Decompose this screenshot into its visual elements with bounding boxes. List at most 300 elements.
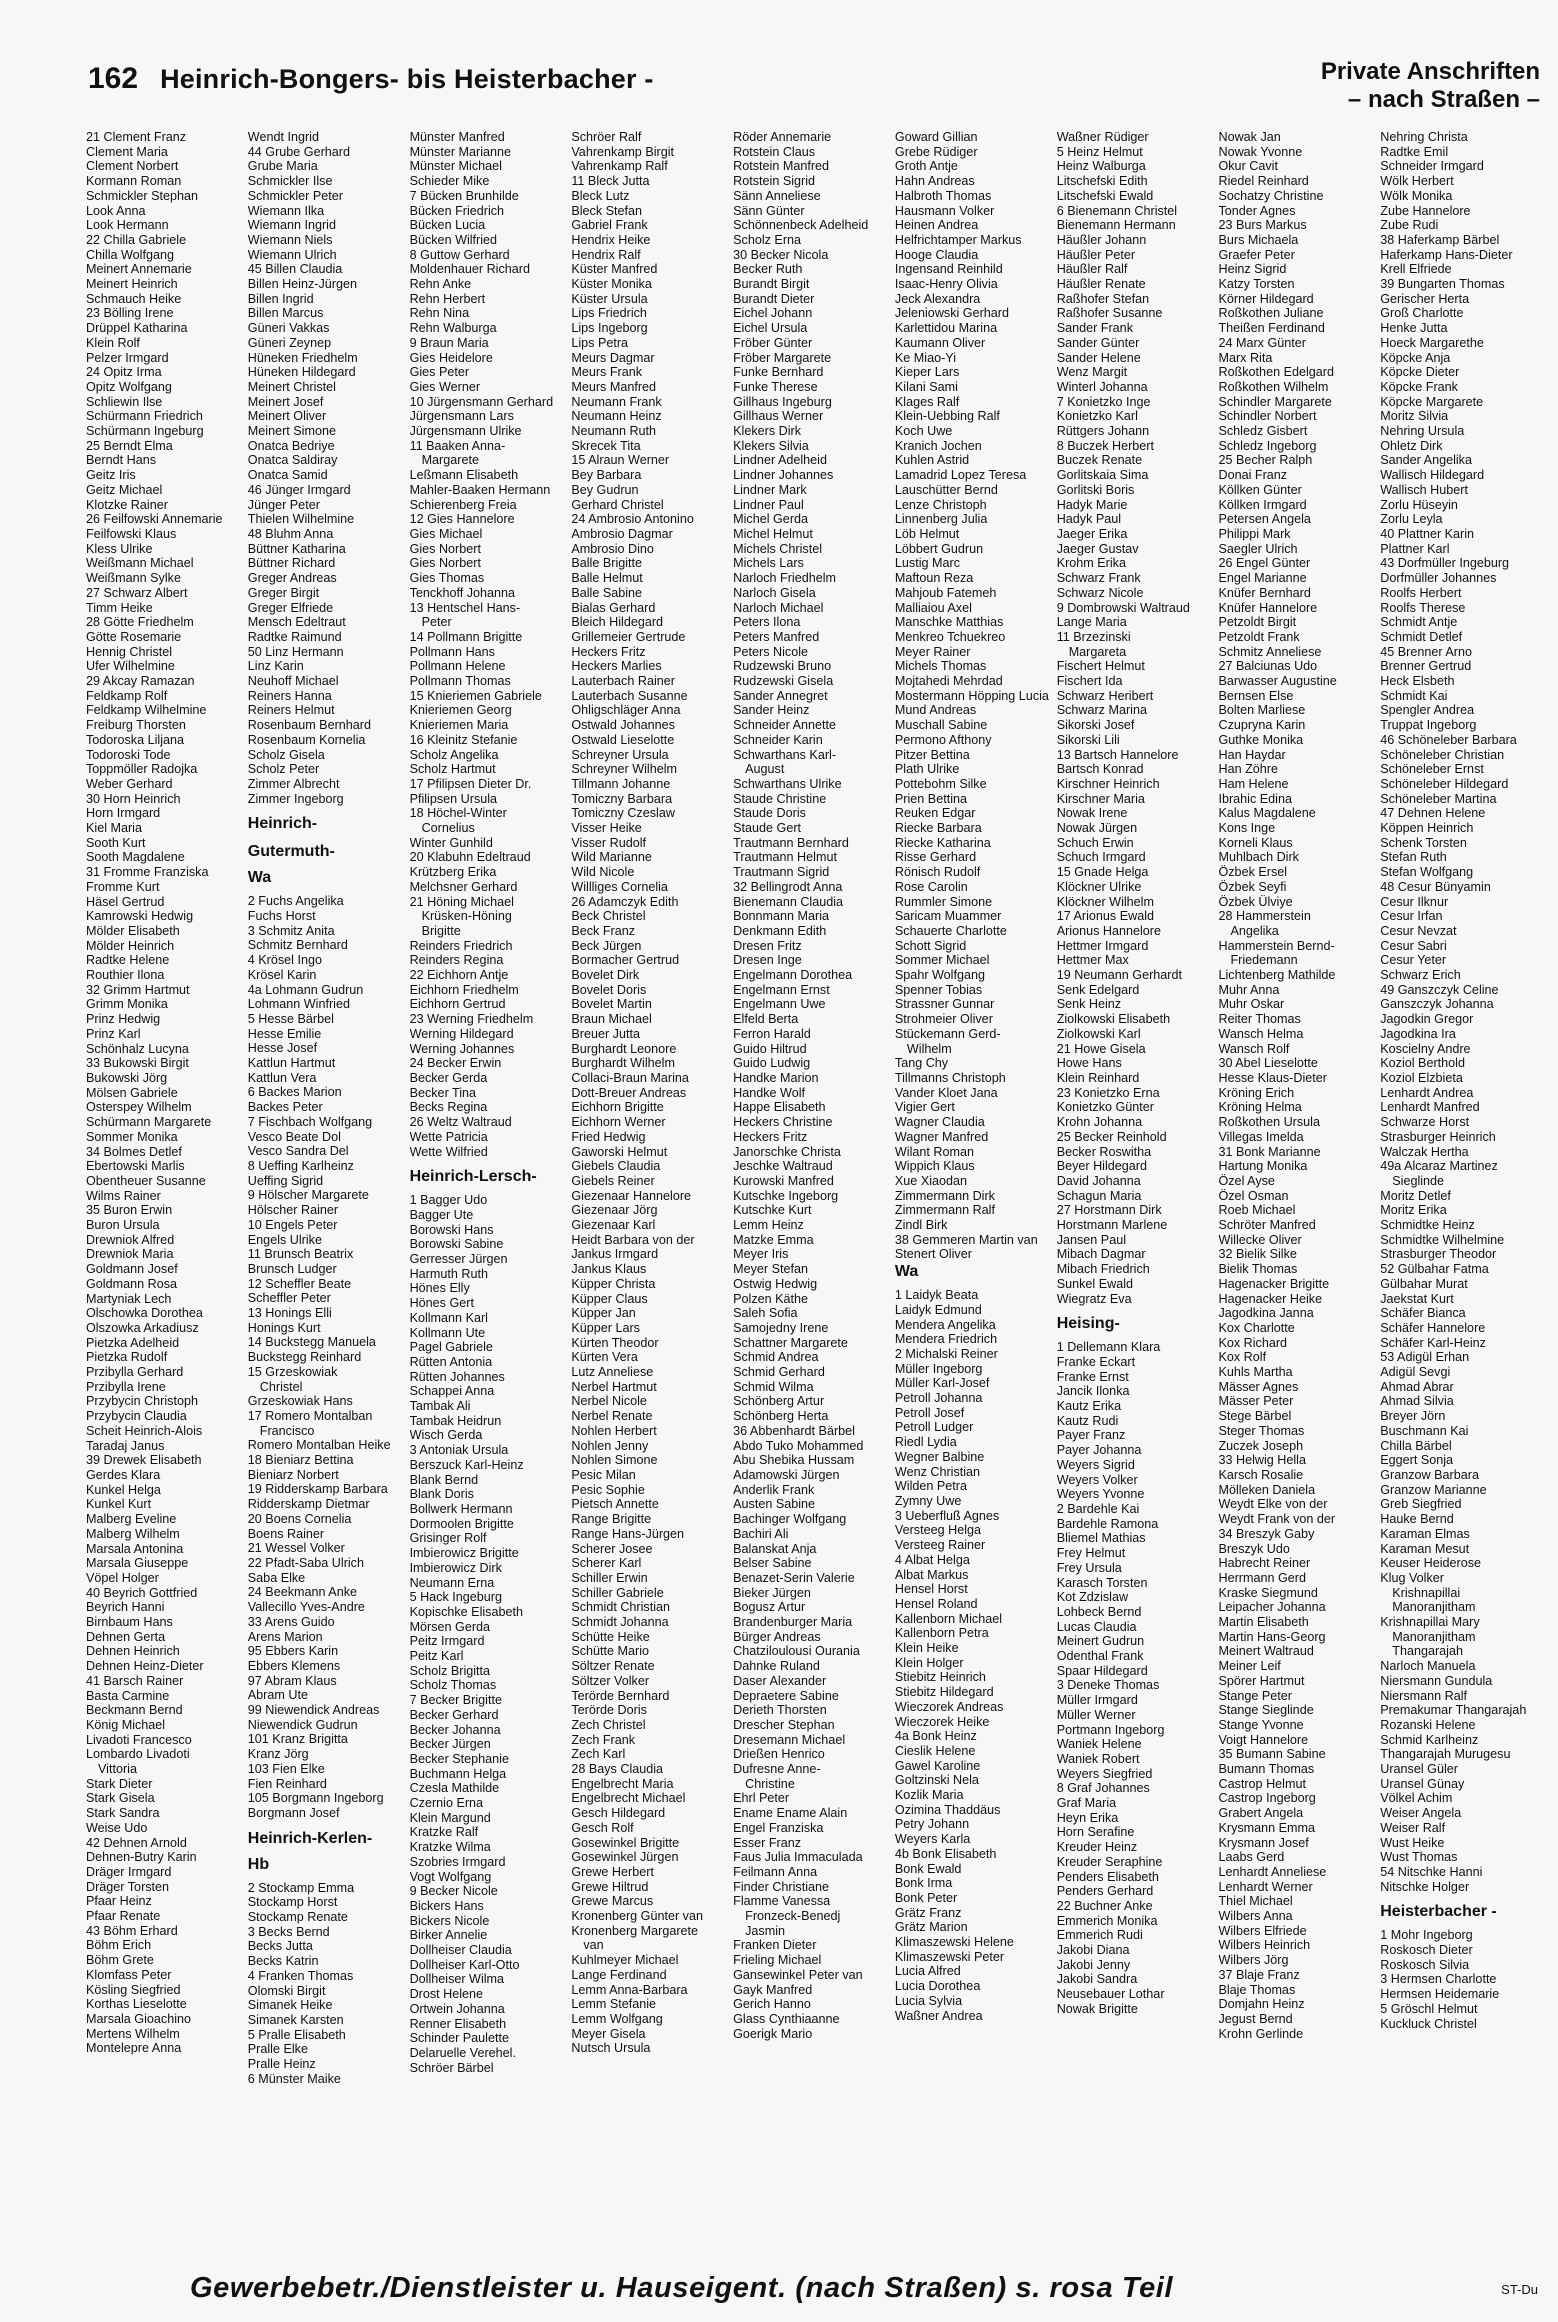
resident-entry: Steger Thomas	[1218, 1423, 1305, 1438]
resident-entry: Pietzka Adelheid	[86, 1335, 180, 1350]
resident-entry: Schuch Erwin	[1056, 835, 1134, 850]
resident-entry: Nitschke Holger	[1380, 1879, 1470, 1894]
resident-entry: Wieczorek Heike	[894, 1714, 990, 1729]
resident-entry: Goward Gillian	[894, 130, 978, 144]
resident-entry: 35 Bumann Sabine	[1218, 1747, 1326, 1762]
resident-entry: Vesco Sandra Del	[247, 1144, 349, 1159]
resident-entry: Kuhls Martha	[1218, 1365, 1293, 1380]
resident-entry: Zindl Birk	[894, 1218, 948, 1233]
resident-entry: Moldenhauer Richard	[409, 262, 530, 277]
resident-entry: Terörde Doris	[571, 1703, 647, 1718]
resident-entry: Nowak Jan	[1218, 130, 1281, 144]
resident-entry: 27 Horstmann Dirk	[1056, 1203, 1162, 1218]
resident-entry: Meyer Gisela	[571, 2026, 646, 2041]
resident-entry: Kilani Sami	[894, 379, 958, 394]
resident-entry: Klotzke Rainer	[86, 497, 168, 512]
resident-entry: Range Brigitte	[571, 1512, 652, 1527]
resident-entry: Bielik Thomas	[1218, 1262, 1298, 1277]
resident-entry: Roeb Michael	[1218, 1203, 1296, 1218]
resident-entry: Wagner Claudia	[894, 1115, 985, 1130]
resident-entry: Jankus Irmgard	[571, 1247, 659, 1262]
resident-entry: Meinert Simone	[247, 424, 336, 439]
resident-entry: Küster Monika	[571, 277, 652, 292]
resident-entry: Schmid Andrea	[733, 1350, 819, 1365]
resident-entry: Chilla Bärbel	[1380, 1438, 1452, 1453]
resident-entry: Häsel Gertrud	[86, 894, 165, 909]
resident-entry: 54 Nitschke Hanni	[1380, 1864, 1483, 1879]
resident-entry: Tenckhoff Johanna	[409, 585, 516, 600]
resident-entry: Gawel Karoline	[894, 1758, 981, 1773]
resident-entry: Angelika	[1230, 923, 1279, 938]
resident-entry: Schwarz Nicole	[1056, 585, 1144, 600]
listing-columns	[86, 130, 1536, 2260]
resident-entry: Emmerich Rudi	[1056, 1928, 1143, 1943]
resident-entry: Saleh Sofia	[733, 1306, 798, 1321]
resident-entry: Birnbaum Hans	[86, 1615, 173, 1630]
resident-entry: 43 Böhm Erhard	[86, 1923, 178, 1938]
resident-entry: Giebels Reiner	[571, 1173, 655, 1188]
resident-entry: Buczek Renate	[1056, 453, 1143, 468]
resident-entry: Bartsch Konrad	[1056, 762, 1144, 777]
resident-entry: Gayk Manfred	[733, 1982, 813, 1997]
resident-entry: Lombardo Livadoti	[86, 1747, 190, 1762]
resident-entry: van	[583, 1938, 604, 1953]
resident-entry: Moritz Silvia	[1380, 409, 1449, 424]
resident-entry: Schwarze Horst	[1380, 1115, 1470, 1130]
resident-entry: Zube Hannelore	[1380, 203, 1471, 218]
resident-entry: Konietzko Günter	[1056, 1100, 1154, 1115]
resident-entry: Weydt Frank von der	[1218, 1512, 1336, 1527]
resident-entry: 3 Hermsen Charlotte	[1380, 1972, 1497, 1987]
resident-entry: Nohlen Herbert	[571, 1423, 657, 1438]
resident-entry: Reinders Regina	[409, 953, 504, 968]
resident-entry: 40 Plattner Karin	[1380, 526, 1475, 541]
resident-entry: Dormoolen Brigitte	[409, 1516, 514, 1531]
resident-entry: Keuser Heiderose	[1380, 1556, 1482, 1571]
resident-entry: 22 Buchner Anke	[1056, 1898, 1153, 1913]
resident-entry: Häußler Peter	[1056, 247, 1136, 262]
resident-entry: 8 Graf Johannes	[1056, 1781, 1150, 1796]
resident-entry: Strasburger Heinrich	[1380, 1129, 1496, 1144]
resident-entry: Dehnen Gerta	[86, 1629, 166, 1644]
resident-entry: Kalus Magdalene	[1218, 806, 1316, 821]
resident-entry: Berszuck Karl-Heinz	[409, 1457, 524, 1472]
resident-entry: Bey Gudrun	[571, 482, 639, 497]
resident-entry: Müller Ingeborg	[894, 1361, 983, 1376]
resident-entry: Karsch Rosalie	[1218, 1467, 1304, 1482]
resident-entry: Mensch Edeltraut	[247, 615, 346, 630]
resident-entry: Blaje Thomas	[1218, 1982, 1296, 1997]
resident-entry: Gabriel Frank	[571, 218, 648, 233]
resident-entry: Schäfer Bianca	[1380, 1306, 1466, 1321]
resident-entry: Hagenacker Heike	[1218, 1291, 1323, 1306]
resident-entry: Trautmann Bernhard	[733, 835, 849, 850]
resident-entry: 52 Gülbahar Fatma	[1380, 1262, 1489, 1277]
resident-entry: 2 Bardehle Kai	[1056, 1501, 1140, 1516]
resident-entry: Özbek Ülviye	[1218, 894, 1293, 909]
resident-entry: 38 Haferkamp Bärbel	[1380, 232, 1500, 247]
resident-entry: Cesur Irfan	[1380, 909, 1443, 924]
resident-entry: Krösel Karin	[247, 967, 317, 982]
resident-entry: Trautmann Helmut	[733, 850, 837, 865]
resident-entry: Köllken Irmgard	[1218, 497, 1307, 512]
resident-entry: 21 Clement Franz	[86, 130, 187, 144]
resident-entry: Dehnen-Butry Karin	[86, 1850, 197, 1865]
resident-entry: Becks Regina	[409, 1100, 488, 1115]
resident-entry: Dehnen Heinz-Dieter	[86, 1659, 204, 1674]
resident-entry: 18 Höchel-Winter	[409, 806, 507, 821]
resident-entry: Todoroska Liljana	[86, 732, 185, 747]
resident-entry: Meyer Rainer	[894, 644, 971, 659]
resident-entry: Scholz Thomas	[409, 1678, 497, 1693]
resident-entry: Nowak Brigitte	[1056, 2001, 1138, 2016]
resident-entry: Spahr Wolfgang	[894, 968, 985, 983]
resident-entry: Cesur Ilknur	[1380, 894, 1449, 909]
resident-entry: Hendrix Ralf	[571, 247, 641, 262]
resident-entry: Schledz Gisbert	[1218, 424, 1308, 439]
resident-entry: Wust Thomas	[1380, 1850, 1458, 1865]
resident-entry: Küpper Christa	[571, 1276, 656, 1291]
resident-entry: Harmuth Ruth	[409, 1266, 488, 1281]
resident-entry: Guido Hiltrud	[733, 1041, 807, 1056]
resident-entry: Müller Werner	[1056, 1707, 1136, 1722]
resident-entry: 1 Bagger Udo	[409, 1193, 488, 1208]
resident-entry: Koziol Berthold	[1380, 1056, 1465, 1071]
resident-entry: Knieriemen Georg	[409, 703, 512, 718]
resident-entry: Rummler Simone	[894, 894, 993, 909]
resident-entry: Schmidt Johanna	[571, 1615, 669, 1630]
resident-entry: 3 Antoniak Ursula	[409, 1443, 509, 1458]
resident-entry: Ebbers Klemens	[247, 1658, 341, 1673]
resident-entry: Hönes Gert	[409, 1296, 474, 1311]
resident-entry: Becker Gerhard	[409, 1707, 499, 1722]
resident-entry: Ostwig Hedwig	[733, 1276, 818, 1291]
resident-entry: Ziolkowski Elisabeth	[1056, 1012, 1171, 1027]
resident-entry: Rotstein Sigrid	[733, 174, 816, 189]
resident-entry: 26 Feilfowski Annemarie	[86, 512, 223, 527]
resident-entry: Dräger Torsten	[86, 1879, 170, 1894]
resident-entry: Eichhorn Brigitte	[571, 1100, 664, 1115]
resident-entry: Kurowski Manfred	[733, 1173, 834, 1188]
resident-entry: Groth Antje	[894, 159, 958, 174]
resident-entry: 18 Bieniarz Bettina	[247, 1453, 354, 1468]
resident-entry: 46 Schöneleber Barbara	[1380, 732, 1517, 747]
resident-entry: Rosenbaum Bernhard	[247, 718, 371, 733]
resident-entry: Meyer Stefan	[733, 1262, 809, 1277]
resident-entry: Geitz Iris	[86, 468, 136, 483]
resident-entry: 9 Braun Maria	[409, 335, 489, 350]
resident-entry: Stockamp Horst	[247, 1895, 338, 1910]
resident-entry: 17 Romero Montalban	[247, 1408, 373, 1423]
resident-entry: Klomfass Peter	[86, 1967, 172, 1982]
resident-entry: Isaac-Henry Olivia	[894, 277, 998, 292]
resident-entry: Muhr Oskar	[1218, 997, 1285, 1012]
resident-entry: Goerigk Mario	[733, 2026, 813, 2041]
resident-entry: Grätz Marion	[894, 1920, 968, 1935]
resident-entry: 15 Knieriemen Gabriele	[409, 688, 542, 703]
resident-entry: Feilfowski Klaus	[86, 526, 177, 541]
resident-entry: Martyniak Lech	[86, 1291, 172, 1306]
resident-entry: Kollmann Karl	[409, 1310, 488, 1325]
resident-entry: Eichel Ursula	[733, 321, 808, 336]
resident-entry: Mibach Friedrich	[1056, 1262, 1150, 1277]
resident-entry: Franke Ernst	[1056, 1369, 1129, 1384]
resident-entry: Zymny Uwe	[894, 1493, 962, 1508]
resident-entry: Stefan Ruth	[1380, 850, 1447, 865]
resident-entry: Olschowka Dorothea	[86, 1306, 203, 1321]
resident-entry: Sänn Günter	[733, 203, 805, 218]
resident-entry: Lauterbach Rainer	[571, 674, 675, 689]
resident-entry: Rehn Anke	[409, 277, 472, 292]
resident-entry: Schneider Irmgard	[1380, 159, 1484, 174]
resident-entry: Gies Norbert	[409, 556, 481, 571]
footer-note: Gewerbebetr./Dienstleister u. Hauseigent. (nach Straßen) s. rosa Teil	[190, 2272, 1174, 2304]
resident-entry: Beck Franz	[571, 923, 636, 938]
resident-entry: Schmid Karlheinz	[1380, 1732, 1479, 1747]
resident-entry: Bienemann Claudia	[733, 894, 844, 909]
resident-entry: Lauterbach Susanne	[571, 688, 688, 703]
resident-entry: Przybycin Claudia	[86, 1409, 187, 1424]
resident-entry: Niewendick Gudrun	[247, 1717, 358, 1732]
resident-entry: Jankus Klaus	[571, 1262, 647, 1277]
resident-entry: Rotstein Claus	[733, 144, 816, 159]
resident-entry: Wallisch Hildegard	[1380, 468, 1485, 483]
resident-entry: Ostwald Lieselotte	[571, 732, 675, 747]
resident-entry: 38 Gemmeren Martin van	[894, 1232, 1038, 1247]
resident-entry: 24 Ambrosio Antonino	[571, 512, 694, 527]
resident-entry: Mendera Angelika	[894, 1317, 996, 1332]
resident-entry: Böhm Grete	[86, 1953, 154, 1968]
resident-entry: Scholz Brigitta	[409, 1663, 491, 1678]
resident-entry: 26 Engel Günter	[1218, 556, 1311, 571]
resident-entry: Mässer Peter	[1218, 1394, 1294, 1409]
resident-entry: Werning Hildegard	[409, 1026, 514, 1041]
resident-entry: 21 Wessel Volker	[247, 1541, 345, 1556]
resident-entry: Wust Heike	[1380, 1835, 1445, 1850]
resident-entry: Korneli Klaus	[1218, 835, 1293, 850]
resident-entry: 101 Kranz Brigitta	[247, 1732, 348, 1747]
resident-entry: Jasmin	[745, 1923, 786, 1938]
resident-entry: Osterspey Wilhelm	[86, 1100, 192, 1115]
resident-entry: Bollwerk Hermann	[409, 1501, 513, 1516]
resident-entry: Petzoldt Frank	[1218, 629, 1300, 644]
resident-entry: Kox Richard	[1218, 1335, 1288, 1350]
resident-entry: Knüfer Bernhard	[1218, 585, 1311, 600]
resident-entry: Schneider Karin	[733, 732, 823, 747]
resident-entry: Heinz Sigrid	[1218, 262, 1287, 277]
resident-entry: Radtke Helene	[86, 953, 170, 968]
resident-entry: 11 Baaken Anna-	[409, 438, 506, 453]
resident-entry: 2 Michalski Reiner	[894, 1346, 998, 1361]
resident-entry: Wilbers Elfriede	[1218, 1923, 1307, 1938]
resident-entry: Dahnke Ruland	[733, 1659, 820, 1674]
resident-entry: Montelepre Anna	[86, 2041, 182, 2056]
resident-entry: Kox Charlotte	[1218, 1320, 1295, 1335]
resident-entry: Henke Jutta	[1380, 321, 1448, 336]
resident-entry: 13 Bartsch Hannelore	[1056, 747, 1179, 762]
resident-entry: 3 Schmitz Anita	[247, 923, 335, 938]
street-heading: Heinrich-Kerlen-	[247, 1829, 373, 1847]
resident-entry: 30 Becker Nicola	[733, 247, 829, 262]
resident-entry: Delaruelle Verehel.	[409, 2046, 516, 2060]
resident-entry: Bormacher Gertrud	[571, 953, 680, 968]
resident-entry: Lange Ferdinand	[571, 1967, 667, 1982]
resident-entry: Bolten Marliese	[1218, 703, 1306, 718]
resident-entry: Hagenacker Brigitte	[1218, 1276, 1330, 1291]
resident-entry: Narloch Gisela	[733, 585, 816, 600]
resident-entry: Lohmann Winfried	[247, 997, 350, 1012]
resident-entry: Hermsen Heidemarie	[1380, 1987, 1500, 2002]
resident-entry: 3 Ueberfluß Agnes	[894, 1508, 1000, 1523]
resident-entry: Mostermann Höpping Lucia	[894, 688, 1049, 703]
resident-entry: Michel Helmut	[733, 526, 813, 541]
resident-entry: 41 Barsch Rainer	[86, 1673, 184, 1688]
resident-entry: Körner Hildegard	[1218, 291, 1314, 306]
resident-entry: Ferron Harald	[733, 1026, 811, 1041]
resident-entry: Mörsen Gerda	[409, 1619, 491, 1634]
resident-entry: Sander Annegret	[733, 688, 828, 703]
resident-entry: Jagodkin Gregor	[1380, 1012, 1474, 1027]
resident-entry: Schinder Paulette	[409, 2031, 509, 2046]
resident-entry: Drewniok Alfred	[86, 1232, 175, 1247]
resident-entry: Münster Michael	[409, 159, 502, 174]
resident-entry: Wenz Christian	[894, 1464, 981, 1479]
resident-entry: Wansch Helma	[1218, 1026, 1304, 1041]
resident-entry: Kranz Jörg	[247, 1747, 309, 1762]
resident-entry: 36 Abbenhardt Bärbel	[733, 1423, 855, 1438]
resident-entry: 45 Billen Claudia	[247, 262, 343, 277]
resident-entry: Waniek Robert	[1056, 1751, 1140, 1766]
resident-entry: Michels Christel	[733, 541, 823, 556]
resident-entry: Klekers Silvia	[733, 438, 809, 453]
resident-entry: Röder Annemarie	[733, 130, 832, 144]
resident-entry: Wilant Roman	[894, 1144, 974, 1159]
resident-entry: 33 Arens Guido	[247, 1614, 335, 1629]
resident-entry: Münster Manfred	[409, 130, 505, 144]
resident-entry: Niersmann Ralf	[1380, 1688, 1468, 1703]
resident-entry: Schönnenbeck Adelheid	[733, 218, 869, 233]
resident-entry: Gerdes Klara	[86, 1467, 161, 1482]
resident-entry: Guthke Monika	[1218, 732, 1304, 747]
resident-entry: Zech Karl	[571, 1747, 626, 1762]
resident-entry: Petroll Ludger	[894, 1420, 974, 1435]
resident-entry: Schierenberg Freia	[409, 497, 517, 512]
resident-entry: Karaman Elmas	[1380, 1526, 1470, 1541]
resident-entry: Visser Rudolf	[571, 835, 647, 850]
resident-entry: Schmitz Bernhard	[247, 938, 348, 953]
resident-entry: Halbroth Thomas	[894, 188, 992, 203]
resident-entry: 99 Niewendick Andreas	[247, 1703, 380, 1718]
resident-entry: Wilden Petra	[894, 1479, 968, 1494]
resident-entry: Neusebauer Lothar	[1056, 1987, 1165, 2002]
resident-entry: Rönisch Rudolf	[894, 865, 981, 880]
resident-entry: Haferkamp Hans-Dieter	[1380, 247, 1513, 262]
resident-entry: Grewe Herbert	[571, 1864, 654, 1879]
resident-entry: Schröer Ralf	[571, 130, 642, 144]
resident-entry: Terörde Bernhard	[571, 1688, 670, 1703]
resident-entry: Brenner Gertrud	[1380, 659, 1472, 674]
resident-entry: Onatca Bedriye	[247, 438, 335, 453]
resident-entry: Olszowka Arkadiusz	[86, 1320, 199, 1335]
resident-entry: Przybycin Christoph	[86, 1394, 198, 1409]
resident-entry: Chatziloulousi Ourania	[733, 1644, 860, 1659]
resident-entry: Reiners Hanna	[247, 688, 332, 703]
resident-entry: Graf Maria	[1056, 1796, 1117, 1811]
listing-column	[86, 130, 242, 2260]
resident-entry: Bachiri Ali	[733, 1526, 789, 1541]
resident-entry: Dresen Inge	[733, 953, 802, 968]
resident-entry: Balanskat Anja	[733, 1541, 817, 1556]
resident-entry: Hölscher Rainer	[247, 1203, 339, 1218]
resident-entry: Hesse Emilie	[247, 1026, 322, 1041]
resident-entry: Schenk Torsten	[1380, 835, 1467, 850]
resident-entry: Pesic Sophie	[571, 1482, 645, 1497]
resident-entry: Buckstegg Reinhard	[247, 1350, 362, 1365]
resident-entry: Czernio Erna	[409, 1796, 484, 1811]
resident-entry: Weber Gerhard	[86, 776, 173, 791]
resident-entry: Scheffler Peter	[247, 1291, 331, 1306]
resident-entry: Kreuder Seraphine	[1056, 1854, 1163, 1869]
resident-entry: Buschmann Kai	[1380, 1423, 1469, 1438]
resident-entry: 21 Höning Michael	[409, 894, 514, 909]
resident-entry: Hensel Horst	[894, 1582, 968, 1597]
resident-entry: Onatca Samid	[247, 468, 328, 483]
resident-entry: Söltzer Renate	[571, 1659, 655, 1674]
resident-entry: Kutschke Kurt	[733, 1203, 812, 1218]
resident-entry: Engelmann Ernst	[733, 982, 830, 997]
resident-entry: Schürmann Ingeburg	[86, 424, 204, 439]
resident-entry: Klug Volker	[1380, 1570, 1444, 1585]
resident-entry: Gosewinkel Brigitte	[571, 1835, 680, 1850]
resident-entry: Schauerte Charlotte	[894, 923, 1007, 938]
resident-entry: Becks Katrin	[247, 1954, 319, 1969]
resident-entry: Samojedny Irene	[733, 1320, 829, 1335]
resident-entry: 25 Berndt Elma	[86, 438, 173, 453]
resident-entry: Völkel Achim	[1380, 1791, 1453, 1806]
resident-entry: Ortwein Johanna	[409, 2001, 505, 2016]
resident-entry: 23 Bölling Irene	[86, 306, 174, 321]
resident-entry: 23 Konietzko Erna	[1056, 1085, 1160, 1100]
resident-entry: Grätz Franz	[894, 1905, 962, 1920]
resident-entry: Tambak Heidrun	[409, 1413, 502, 1428]
resident-entry: Hoeck Margarethe	[1380, 335, 1484, 350]
resident-entry: Giebels Claudia	[571, 1159, 661, 1174]
resident-entry: Wilms Rainer	[86, 1188, 161, 1203]
resident-entry: Lauschütter Bernd	[894, 482, 998, 497]
resident-entry: Peitz Karl	[409, 1649, 464, 1664]
resident-entry: Schwarz Heribert	[1056, 688, 1154, 703]
resident-entry: Bachinger Wolfgang	[733, 1512, 847, 1527]
resident-entry: Ebertowski Marlis	[86, 1159, 185, 1174]
resident-entry: 28 Hammerstein	[1218, 909, 1311, 924]
resident-entry: Balle Sabine	[571, 585, 643, 600]
resident-entry: Kons Inge	[1218, 821, 1276, 836]
resident-entry: Schmickler Ilse	[247, 174, 333, 189]
resident-entry: Kunkel Helga	[86, 1482, 161, 1497]
resident-entry: Löbbert Gudrun	[894, 541, 984, 556]
resident-entry: Kollmann Ute	[409, 1325, 486, 1340]
resident-entry: Jakobi Diana	[1056, 1943, 1130, 1958]
resident-entry: Brigitte	[421, 923, 461, 938]
resident-entry: Meinert Christel	[247, 379, 336, 394]
resident-entry: Roskosch Dieter	[1380, 1943, 1473, 1958]
resident-entry: Ziolkowski Karl	[1056, 1026, 1141, 1041]
resident-entry: Schattner Margarete	[733, 1335, 848, 1350]
resident-entry: Funke Therese	[733, 379, 818, 394]
resident-entry: Michels Thomas	[894, 659, 987, 674]
resident-entry: Dollheiser Claudia	[409, 1943, 512, 1958]
resident-entry: Spenner Tobias	[894, 982, 983, 997]
